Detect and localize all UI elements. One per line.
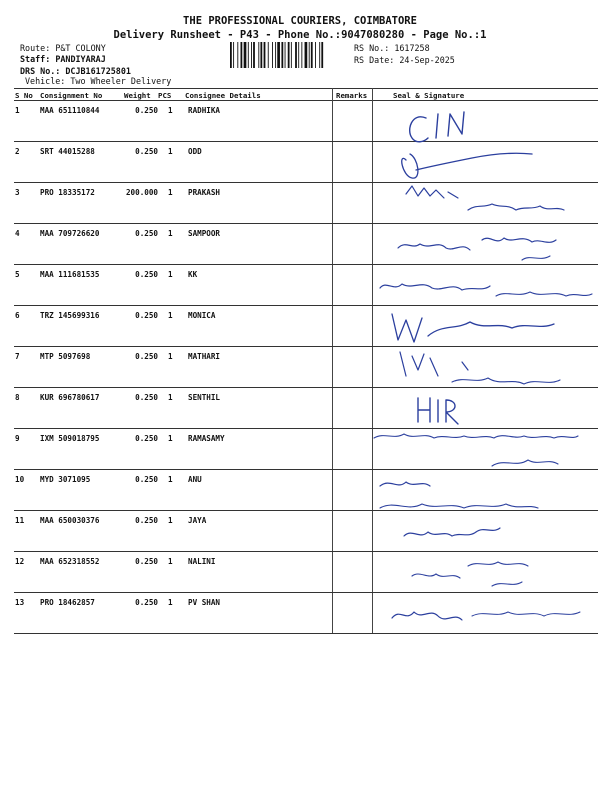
cell-weight: 200.000	[125, 188, 158, 197]
cell-pcs: 1	[168, 106, 173, 115]
cell-sno: 9	[15, 434, 20, 443]
cell-sno: 5	[15, 270, 20, 279]
staff-label: Staff:	[20, 54, 51, 64]
cell-consignment: TRZ 145699316	[40, 311, 100, 320]
cell-consignment: MAA 651110844	[40, 106, 100, 115]
cell-sno: 11	[15, 516, 25, 525]
staff-line	[20, 54, 106, 64]
cell-pcs: 1	[168, 475, 173, 484]
table-top-rule	[14, 88, 598, 89]
cell-consignee: KK	[188, 270, 198, 279]
cell-pcs: 1	[168, 188, 173, 197]
rs-no-value: 1617258	[394, 43, 430, 53]
company-title: THE PROFESSIONAL COURIERS, COIMBATORE	[183, 15, 417, 27]
cell-consignment: PRO 18462857	[40, 598, 95, 607]
cell-consignee: SENTHIL	[188, 393, 221, 402]
cell-sno: 6	[15, 311, 20, 320]
cell-consignee: MATHARI	[188, 352, 221, 361]
col-header-consignment: Consignment No	[40, 91, 103, 100]
cell-weight: 0.250	[135, 557, 158, 566]
cell-weight: 0.250	[135, 229, 158, 238]
cell-weight: 0.250	[135, 352, 158, 361]
cell-pcs: 1	[168, 352, 173, 361]
cell-consignee: ODD	[188, 147, 202, 156]
vehicle-line	[25, 76, 171, 86]
drs-label: DRS No.:	[20, 66, 61, 76]
rs-date-value: 24-Sep-2025	[399, 55, 455, 65]
cell-weight: 0.250	[135, 311, 158, 320]
col-header-sno: S No	[15, 91, 33, 100]
cell-pcs: 1	[168, 229, 173, 238]
cell-sno: 8	[15, 393, 20, 402]
staff-value: PANDIYARAJ	[55, 54, 106, 64]
vehicle-value: Two Wheeler Delivery	[70, 76, 172, 86]
cell-pcs: 1	[168, 434, 173, 443]
col-header-pcs: PCS	[158, 91, 172, 100]
cell-consignee: JAYA	[188, 516, 207, 525]
cell-consignee: PRAKASH	[188, 188, 221, 197]
cell-consignee: SAMPOOR	[188, 229, 221, 238]
rs-date-label: RS Date:	[354, 55, 395, 65]
cell-consignment: IXM 509018795	[40, 434, 100, 443]
cell-consignment: SRT 44015288	[40, 147, 95, 156]
cell-consignment: PRO 18335172	[40, 188, 95, 197]
cell-consignment: MAA 652318552	[40, 557, 100, 566]
col-header-consignee: Consignee Details	[185, 91, 261, 100]
barcode-icon	[230, 42, 350, 68]
cell-sno: 2	[15, 147, 20, 156]
cell-consignee: RADHIKA	[188, 106, 221, 115]
rs-no-line	[354, 43, 430, 53]
cell-sno: 1	[15, 106, 20, 115]
cell-consignee: NALINI	[188, 557, 216, 566]
signature-scribbles-icon	[372, 100, 598, 635]
cell-sno: 4	[15, 229, 20, 238]
cell-consignee: ANU	[188, 475, 202, 484]
cell-pcs: 1	[168, 311, 173, 320]
route-label: Route:	[20, 43, 51, 53]
cell-pcs: 1	[168, 147, 173, 156]
cell-weight: 0.250	[135, 106, 158, 115]
cell-sno: 7	[15, 352, 20, 361]
col-header-remarks: Remarks	[336, 91, 368, 100]
cell-pcs: 1	[168, 557, 173, 566]
cell-sno: 12	[15, 557, 25, 566]
runsheet-subtitle: Delivery Runsheet - P43 - Phone No.:9047080280 - Page No.:1	[113, 29, 487, 41]
cell-sno: 10	[15, 475, 25, 484]
cell-sno: 3	[15, 188, 20, 197]
drs-line	[20, 66, 131, 76]
cell-weight: 0.250	[135, 147, 158, 156]
cell-pcs: 1	[168, 393, 173, 402]
cell-consignee: PV SHAN	[188, 598, 221, 607]
cell-pcs: 1	[168, 516, 173, 525]
cell-consignment: MAA 709726620	[40, 229, 100, 238]
cell-consignment: KUR 696780617	[40, 393, 100, 402]
cell-weight: 0.250	[135, 475, 158, 484]
cell-pcs: 1	[168, 598, 173, 607]
cell-pcs: 1	[168, 270, 173, 279]
cell-weight: 0.250	[135, 516, 158, 525]
vehicle-label: Vehicle:	[25, 76, 66, 86]
col-header-seal: Seal & Signature	[393, 91, 465, 100]
route-line	[20, 43, 106, 53]
drs-value: DCJB161725801	[65, 66, 131, 76]
col-header-weight: Weight	[124, 91, 151, 100]
cell-consignment: MAA 111681535	[40, 270, 100, 279]
cell-consignment: MTP 5097698	[40, 352, 91, 361]
cell-weight: 0.250	[135, 598, 158, 607]
cell-weight: 0.250	[135, 393, 158, 402]
rs-no-label: RS No.:	[354, 43, 390, 53]
rs-date-line	[354, 55, 455, 65]
cell-sno: 13	[15, 598, 25, 607]
cell-weight: 0.250	[135, 270, 158, 279]
cell-weight: 0.250	[135, 434, 158, 443]
cell-consignee: MONICA	[188, 311, 216, 320]
cell-consignment: MYD 3071095	[40, 475, 91, 484]
route-value: P&T COLONY	[55, 43, 106, 53]
cell-consignment: MAA 650030376	[40, 516, 100, 525]
cell-consignee: RAMASAMY	[188, 434, 225, 443]
